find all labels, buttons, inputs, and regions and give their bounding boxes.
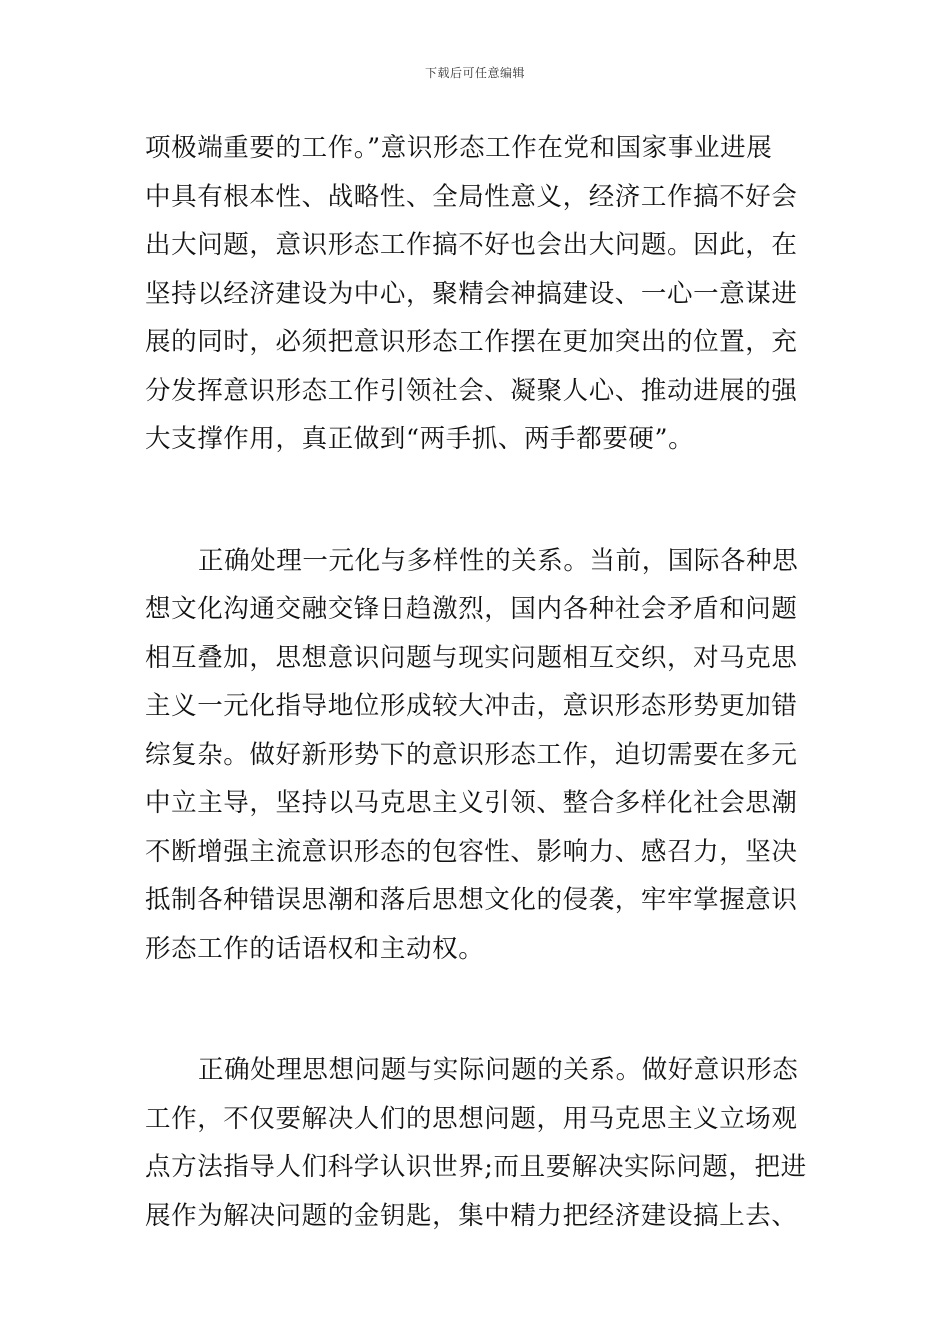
text-line: 综复杂。做好新形势下的意识形态工作，迫切需要在多元 [145, 739, 798, 770]
paragraph-2 [145, 537, 809, 974]
text-line: 中具有根本性、战略性、全局性意义，经济工作搞不好会 [145, 181, 798, 212]
text-line: 项极端重要的工作。”意识形态工作在党和国家事业进展 [145, 133, 773, 163]
text-line: 大支撑作用，真正做到“两手抓、两手都要硬”。 [145, 424, 695, 454]
text-line: 形态工作的话语权和主动权。 [145, 933, 485, 964]
text-line: 主义一元化指导地位形成较大冲击，意识形态形势更加错 [145, 691, 798, 721]
text-line: 展作为解决问题的金钥匙，集中精力把经济建设搞上去、 [145, 1200, 798, 1231]
page-header: 下载后可任意编辑 [424, 66, 525, 80]
text-line: 点方法指导人们科学认识世界;而且要解决实际问题，把进 [145, 1152, 807, 1182]
text-line: 分发挥意识形态工作引领社会、凝聚人心、推动进展的强 [145, 375, 798, 406]
text-line: 正确处理思想问题与实际问题的关系。做好意识形态 [198, 1055, 799, 1085]
paragraph-3 [145, 1046, 809, 1240]
text-line: 展的同时，必须把意识形态工作摆在更加突出的位置，充 [145, 327, 798, 357]
document-body [145, 124, 809, 1240]
paragraph-1 [145, 124, 809, 464]
text-line: 坚持以经济建设为中心，聚精会神搞建设、一心一意谋进 [145, 278, 798, 309]
text-line: 不断增强主流意识形态的包容性、影响力、感召力，坚决 [145, 836, 798, 867]
text-line: 抵制各种错误思潮和落后思想文化的侵袭，牢牢掌握意识 [145, 885, 798, 915]
text-line: 相互叠加，思想意识问题与现实问题相互交织，对马克思 [145, 642, 798, 673]
text-line: 正确处理一元化与多样性的关系。当前，国际各种思 [198, 545, 799, 576]
text-line: 想文化沟通交融交锋日趋激烈，国内各种社会矛盾和问题 [145, 594, 798, 624]
text-line: 工作，不仅要解决人们的思想问题，用马克思主义立场观 [145, 1103, 798, 1134]
text-line: 出大问题，意识形态工作搞不好也会出大问题。因此，在 [145, 230, 798, 260]
paragraph-gap [145, 973, 809, 1046]
text-line: 中立主导，坚持以马克思主义引领、整合多样化社会思潮 [145, 788, 798, 818]
paragraph-gap [145, 464, 809, 537]
